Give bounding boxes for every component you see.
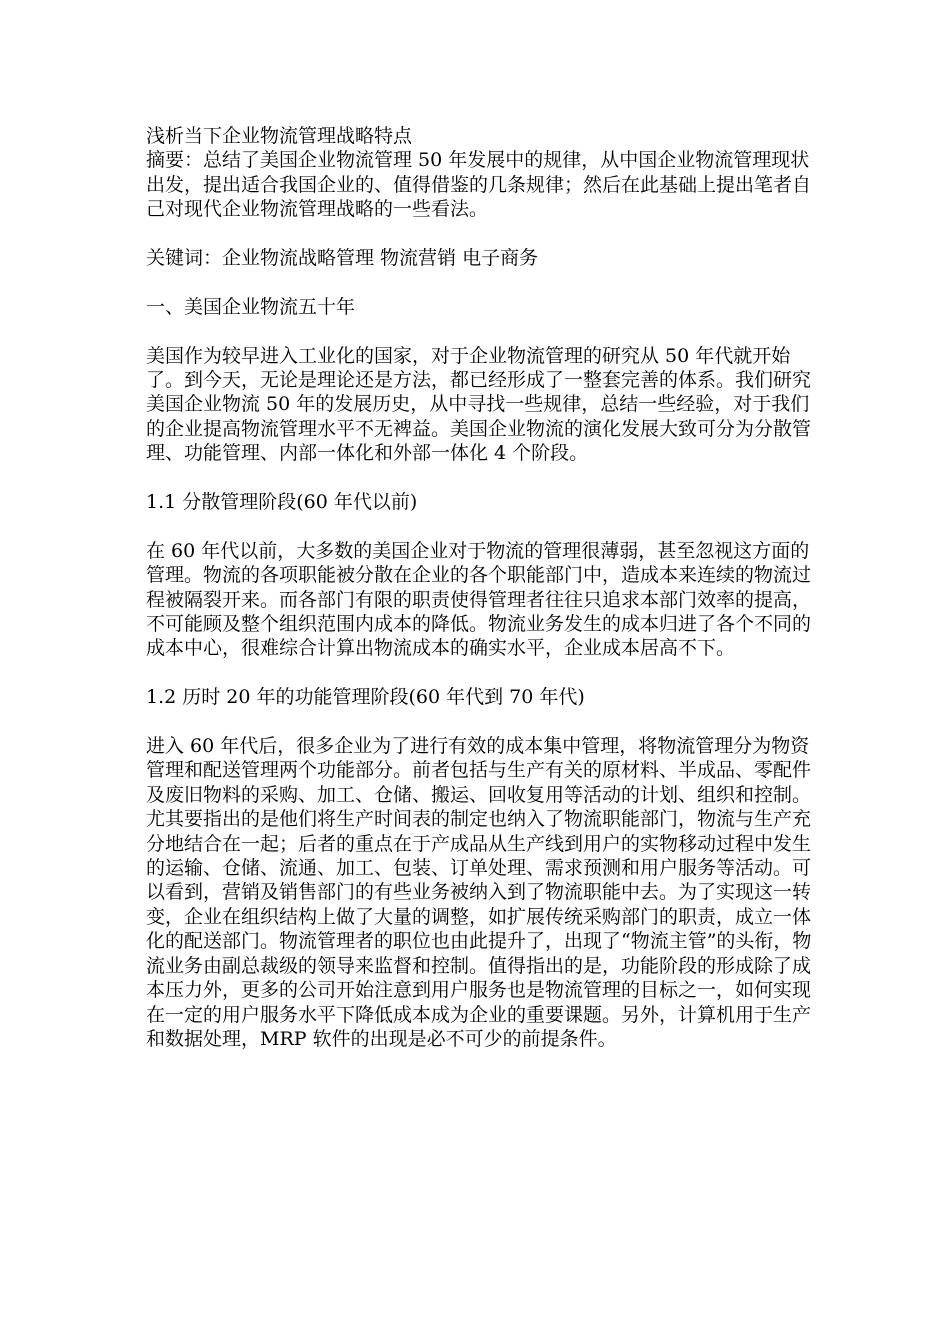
- spacer: [146, 710, 818, 734]
- section-1-heading: 一、美国企业物流五十年: [146, 295, 356, 318]
- section-1-paragraph: 美国作为较早进入工业化的国家，对于企业物流管理的研究从 50 年代就开始了。到今天，无论是理论还是方法，都已经形成了一整套完善的体系。我们研究美国企业物流 50 年的发展历史，从中寻找一些规律，总结一些经验，对于我们的企业提高物流管理水平不无裨益。美国企业物流的演化发展大致可分为分散管理、功能管理、内部一体化和外部一体化 4 个阶段。: [146, 344, 812, 465]
- document-title: 浅析当下企业物流管理战略特点: [146, 125, 413, 147]
- document-body: [146, 124, 818, 1051]
- section-1-1-heading: 1.1 分散管理阶段(60 年代以前): [146, 491, 418, 514]
- spacer: [146, 661, 818, 685]
- section-1-2-paragraph: 进入 60 年代后，很多企业为了进行有效的成本集中管理，将物流管理分为物资管理和配送管理两个功能部分。前者包括与生产有关的原材料、半成品、零配件及废旧物料的采购、加工、仓储、搬运、回收复用等活动的计划、组织和控制。尤其要指出的是他们将生产时间表的制定也纳入了物流职能部门，物流与生产充分地结合在一起；后者的重点在于产成品从生产线到用户的实物移动过程中发生的运输、仓储、流通、加工、包装、订单处理、需求预测和用户服务等活动。可以看到，营销及销售部门的有些业务被纳入到了物流职能中去。为了实现这一转变，企业在组织结构上做了大量的调整，如扩展传统采购部门的职责，成立一体化的配送部门。物流管理者的职位也由此提升了，出现了“物流主管”的头衔，物流业务由副总裁级的领导来监督和控制。值得指出的是，功能阶段的形成除了成本压力外，更多的公司开始注意到用户服务也是物流管理的目标之一，如何实现在一定的用户服务水平下降低成本成为企业的重要课题。另外，计算机用于生产和数据处理，MRP 软件的出现是必不可少的前提条件。: [146, 735, 812, 1050]
- section-1-2-heading: 1.2 历时 20 年的功能管理阶段(60 年代到 70 年代): [146, 686, 585, 709]
- spacer: [146, 319, 818, 343]
- keywords-line: 关键词：企业物流战略管理 物流营销 电子商务: [146, 247, 539, 270]
- spacer: [146, 270, 818, 294]
- spacer: [146, 514, 818, 538]
- abstract-paragraph: 摘要：总结了美国企业物流管理 50 年发展中的规律，从中国企业物流管理现状出发，提出适合我国企业的、值得借鉴的几条规律；然后在此基础上提出笔者自己对现代企业物流管理战略的一些看法。: [146, 149, 812, 221]
- spacer: [146, 222, 818, 246]
- spacer: [146, 466, 818, 490]
- section-1-1-paragraph: 在 60 年代以前，大多数的美国企业对于物流的管理很薄弱，甚至忽视这方面的管理。物流的各项职能被分散在企业的各个职能部门中，造成本来连续的物流过程被隔裂开来。而各部门有限的职责使得管理者往往只追求本部门效率的提高，不可能顾及整个组织范围内成本的降低。物流业务发生的成本归进了各个不同的成本中心，很难综合计算出物流成本的确实水平，企业成本居高不下。: [146, 539, 812, 660]
